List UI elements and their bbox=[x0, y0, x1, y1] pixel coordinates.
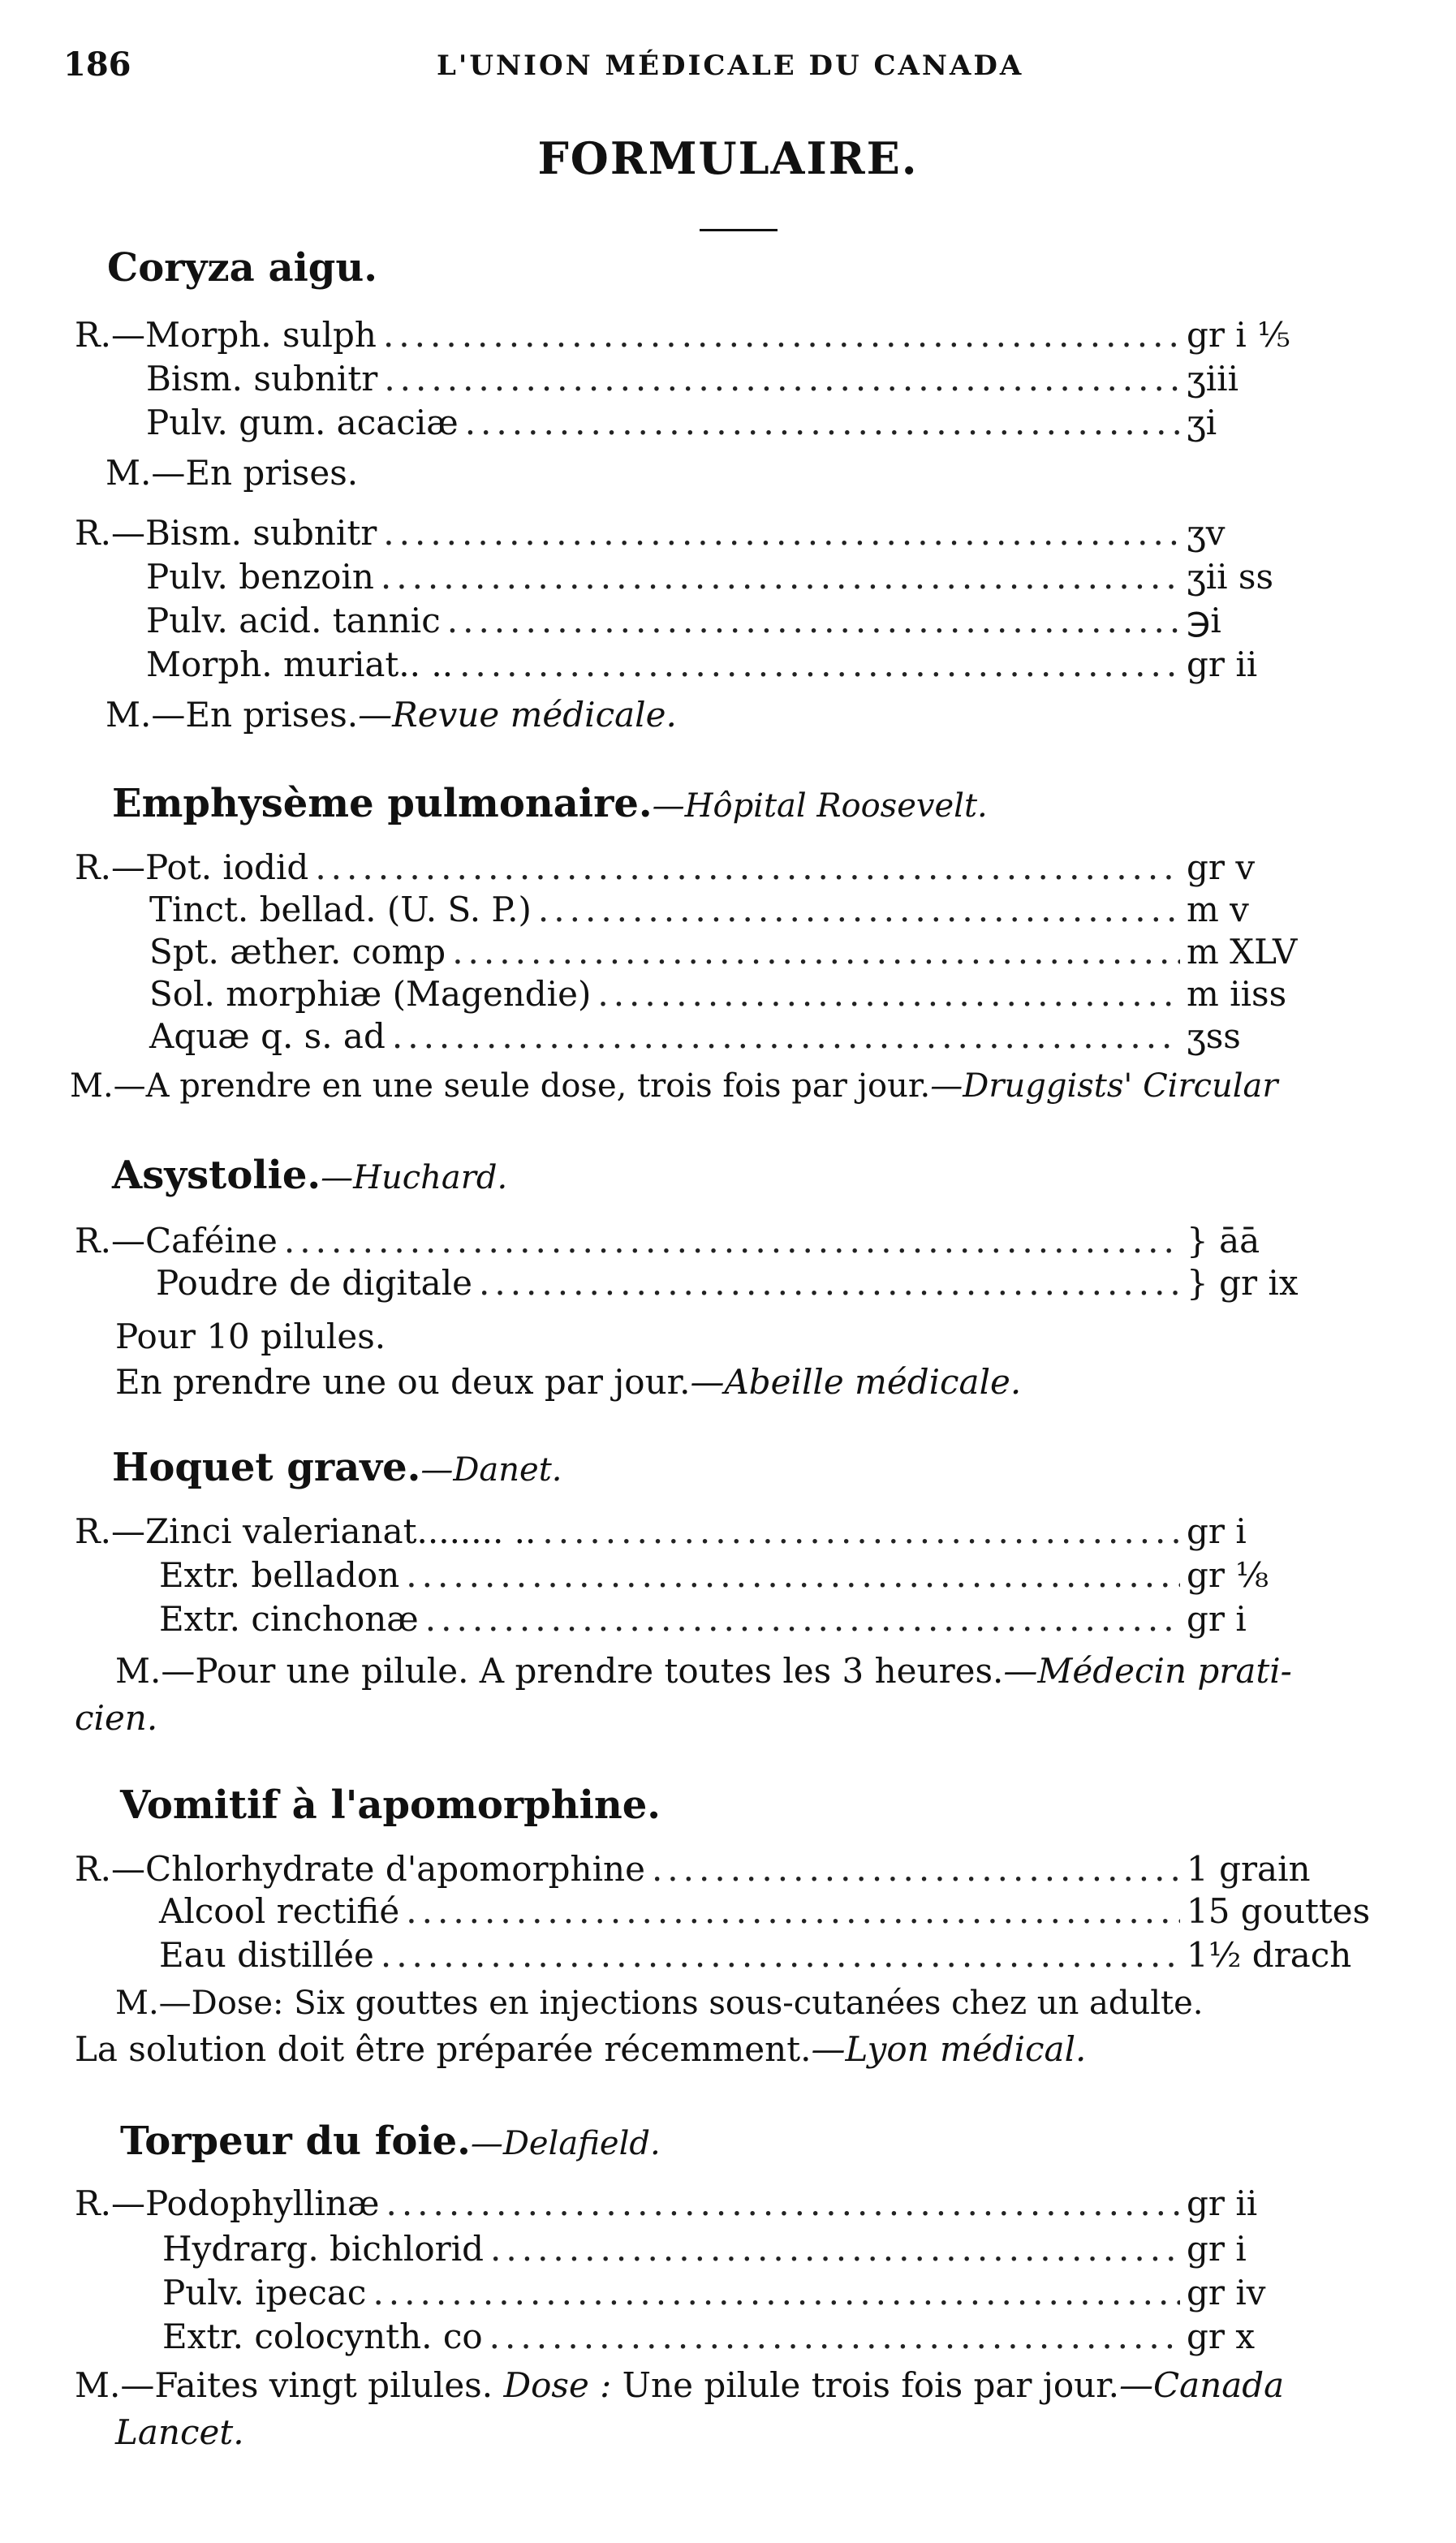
prescription-line: Extr. belladon ..... gr ⅛ bbox=[75, 1558, 1325, 1593]
journal-title: L'UNION MÉDICALE DU CANADA bbox=[437, 50, 1024, 82]
citation: —Druggists' Circular bbox=[930, 1067, 1278, 1105]
citation: —Abeille médicale. bbox=[690, 1362, 1022, 1402]
section-heading: Torpeur du foie.—Delafield. bbox=[120, 2118, 661, 2164]
directions: M.—En prises.—Revue médicale. bbox=[106, 695, 677, 735]
prescription-line: R.—Morph. sulph ..... gr i ⅕ bbox=[75, 318, 1325, 352]
directions: M.—Pour une pilule. A prendre toutes les 3 heures.—Médecin prati- bbox=[115, 1651, 1292, 1691]
prescription-line: R.—Bism. subnitr ..... ʒv bbox=[75, 516, 1325, 550]
citation: —Revue médicale. bbox=[358, 695, 677, 735]
prescription-line: Extr. colocynth. co ..... gr x bbox=[75, 2320, 1325, 2354]
prescription-line: R.—Podophyllinæ ..... gr ii bbox=[75, 2187, 1325, 2221]
prescription-line: Spt. æther. comp ..... m XLV bbox=[75, 935, 1325, 969]
directions: M.—A prendre en une seule dose, trois fois par jour.—Druggists' Circular bbox=[70, 1067, 1278, 1105]
prescription-line: Alcool rectifié ..... 15 gouttes bbox=[75, 1894, 1325, 1929]
prescription-line: Pulv. ipecac ..... gr iv bbox=[75, 2276, 1325, 2310]
citation: —Canada bbox=[1119, 2365, 1285, 2405]
page-number: 186 bbox=[63, 45, 131, 84]
section-heading: Emphysème pulmonaire.—Hôpital Roosevelt. bbox=[112, 781, 988, 826]
prescription-line: Aquæ q. s. ad ..... ʒss bbox=[75, 1019, 1325, 1054]
prescription-line: Hydrarg. bichlorid ..... gr i bbox=[75, 2232, 1325, 2266]
page-title: FORMULAIRE. bbox=[537, 132, 919, 184]
section-heading: Asystolie.—Huchard. bbox=[112, 1153, 508, 1198]
prescription-line: Extr. cinchonæ ..... gr i bbox=[75, 1602, 1325, 1636]
prescription-line: Bism. subnitr ..... ʒiii bbox=[75, 362, 1325, 396]
directions: Pour 10 pilules. bbox=[115, 1317, 386, 1356]
prescription-line: R.—Chlorhydrate d'apomorphine ..... 1 grain bbox=[75, 1852, 1325, 1886]
prescription-line: R.—Zinci valerianat........ .. ..... gr i bbox=[75, 1515, 1325, 1549]
section-heading: Coryza aigu. bbox=[107, 245, 377, 291]
prescription-line: Tinct. bellad. (U. S. P.) ..... m v bbox=[75, 893, 1325, 927]
prescription-line: R.—Pot. iodid ..... gr v bbox=[75, 851, 1325, 885]
citation-continued: cien. bbox=[75, 1698, 158, 1738]
directions: M.—Dose: Six gouttes en injections sous-cutanées chez un adulte. bbox=[115, 1985, 1204, 2022]
section-heading: Vomitif à l'apomorphine. bbox=[120, 1782, 661, 1828]
citation: —Médecin prati- bbox=[1003, 1651, 1292, 1691]
directions: La solution doit être préparée récemment.—Lyon médical. bbox=[75, 2029, 1087, 2069]
section-heading: Hoquet grave.—Danet. bbox=[112, 1445, 562, 1490]
prescription-line: Eau distillée ..... 1½ drach bbox=[75, 1938, 1325, 1972]
prescription-line: Pulv. benzoin ..... ʒii ss bbox=[75, 560, 1325, 594]
running-head bbox=[63, 45, 1383, 89]
directions: M.—Faites vingt pilules. Dose : Une pilule trois fois par jour.—Canada bbox=[75, 2365, 1285, 2405]
prescription-line: Poudre de digitale ..... } gr ix bbox=[75, 1266, 1325, 1300]
directions: En prendre une ou deux par jour.—Abeille médicale. bbox=[115, 1362, 1022, 1402]
prescription-line: Pulv. acid. tannic ..... ℈i bbox=[75, 604, 1325, 638]
prescription-line: R.—Caféine ..... } āā bbox=[75, 1224, 1325, 1258]
prescription-line: Sol. morphiæ (Magendie) ..... m iiss bbox=[75, 977, 1325, 1011]
citation-continued: Lancet. bbox=[115, 2412, 244, 2452]
prescription-line: Morph. muriat.. .. ..... gr ii bbox=[75, 648, 1325, 682]
prescription-line: Pulv. gum. acaciæ ..... ʒi bbox=[75, 406, 1325, 440]
directions: M.—En prises. bbox=[106, 453, 359, 493]
citation: —Lyon médical. bbox=[811, 2029, 1087, 2069]
title-rule bbox=[700, 229, 778, 231]
